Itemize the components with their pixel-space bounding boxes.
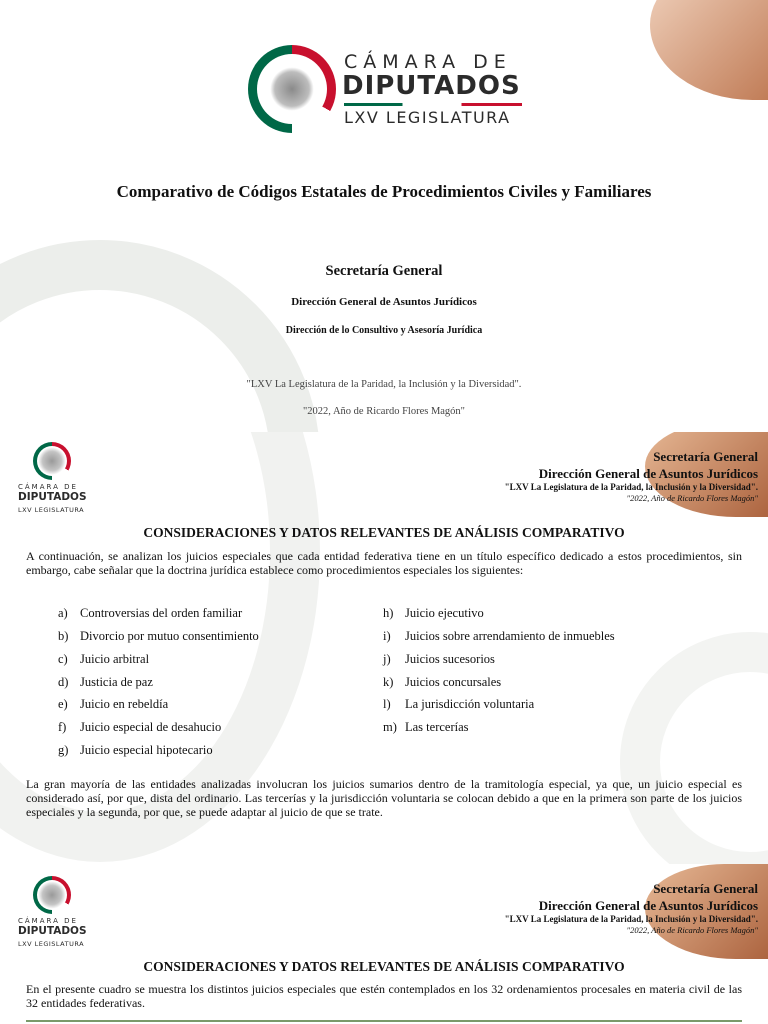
list-letter: l) [383,697,391,711]
list-text: Las tercerías [405,720,469,734]
logo-line2: DIPUTADOS [342,71,521,101]
section-heading: CONSIDERACIONES Y DATOS RELEVANTES DE ANÁLISIS COMPARATIVO [143,959,625,974]
quote-paridad: "LXV La Legislatura de la Paridad, la Inclusión y la Diversidad". [246,379,522,390]
list-text: Juicio en rebeldía [80,697,169,711]
camara-logo [248,45,533,135]
cover-page [0,0,768,432]
list-text: Juicios sucesorios [405,652,495,666]
list-text: Controversias del orden familiar [80,606,243,620]
logo-line2: DIPUTADOS [18,925,87,937]
direccion-heading: Dirección General de Asuntos Jurídicos [291,296,477,308]
table-top-border [26,1020,742,1022]
seal-inner [37,880,67,910]
list-text: Juicio especial hipotecario [80,743,213,757]
list-letter: b) [58,629,69,643]
list-item [383,697,534,712]
list-text: Juicio especial de desahucio [80,720,222,734]
document-title: Comparativo de Códigos Estatales de Procedimientos Civiles y Familiares [116,182,652,201]
list-letter: c) [58,652,68,666]
logo-line3: LXV LEGISLATURA [18,506,85,514]
list-text: Divorcio por mutuo consentimiento [80,629,259,643]
list-letter: a) [58,606,68,620]
list-item [58,629,259,644]
header-quote-flores-magon: "2022, Año de Ricardo Flores Magón" [626,925,758,935]
list-item [58,720,221,735]
subdireccion-heading: Dirección de lo Consultivo y Asesoría Jurídica [285,325,483,336]
list-text: Juicio arbitral [80,652,150,666]
header-quote-flores-magon: "2022, Año de Ricardo Flores Magón" [626,493,758,503]
seal-inner [37,446,67,476]
logo-line1: CÁMARA DE [344,51,512,73]
list-item [383,720,469,735]
grey-swoosh-decoration-lower [620,632,768,864]
list-item [58,743,213,758]
list-letter: i) [383,629,391,643]
list-item [58,697,168,712]
list-letter: g) [58,743,69,757]
list-letter: h) [383,606,394,620]
intro-paragraph: En el presente cuadro se muestra los distintos juicios especiales que estén contemplados en los 32 ordenamientos procesales en materia civil de las 32 entidades federativas. [26,982,742,1010]
list-letter: k) [383,675,394,689]
list-letter: e) [58,697,68,711]
header-secretaria: Secretaría General [653,449,758,464]
content-page-2 [0,432,768,864]
list-item [58,652,149,667]
logo-line2: DIPUTADOS [18,491,87,503]
quote-flores-magon: "2022, Año de Ricardo Flores Magón" [303,406,465,417]
camara-logo-small [18,442,88,522]
list-text: Juicios concursales [405,675,502,689]
list-letter: f) [58,720,67,734]
logo-line1: CÁMARA DE [18,483,78,491]
header-direccion: Dirección General de Asuntos Jurídicos [538,466,758,481]
list-item [383,675,501,690]
list-letter: j) [383,652,391,666]
list-text: Justicia de paz [80,675,153,689]
secretaria-heading: Secretaría General [325,263,443,279]
header-secretaria: Secretaría General [653,881,758,896]
list-item [383,652,495,667]
logo-line3: LXV LEGISLATURA [18,940,85,948]
list-item [58,606,242,621]
brown-swoosh-decoration [650,0,768,100]
content-page-3 [0,864,768,1024]
section-heading: CONSIDERACIONES Y DATOS RELEVANTES DE ANÁLISIS COMPARATIVO [143,525,625,540]
header-quote-paridad: "LXV La Legislatura de la Paridad, la Inclusión y la Diversidad". [504,914,758,924]
list-item [383,606,484,621]
list-text: Juicio ejecutivo [405,606,484,620]
camara-logo-small [18,876,88,956]
list-letter: d) [58,675,69,689]
logo-line3: LXV LEGISLATURA [344,108,511,127]
eagle-icon [270,67,314,111]
closing-paragraph: La gran mayoría de las entidades analizadas involucran los juicios sumarios dentro de la tramitología especial, ya que, un juicio especial es considerado así, por que, dista del ordinario. Las tercerías y la jurisdicción voluntaria se colocan debido a que en la primera son parte de los juicios especiales y la segunda, por que, se puede adaptar al juicio de que se trate. [26,777,742,819]
list-item [383,629,615,644]
intro-paragraph: A continuación, se analizan los juicios especiales que cada entidad federativa tiene en un título específico dedicado a estos procedimientos, sin embargo, cabe señalar que la doctrina jurídica establece como procedimientos especiales los siguientes: [26,549,742,577]
header-quote-paridad: "LXV La Legislatura de la Paridad, la Inclusión y la Diversidad". [504,482,758,492]
list-item [58,675,153,690]
header-direccion: Dirección General de Asuntos Jurídicos [538,898,758,913]
list-text: Juicios sobre arrendamiento de inmuebles [405,629,615,643]
list-letter: m) [383,720,397,734]
list-text: La jurisdicción voluntaria [405,697,535,711]
logo-tricolor-bar [344,103,522,106]
logo-line1: CÁMARA DE [18,917,78,925]
